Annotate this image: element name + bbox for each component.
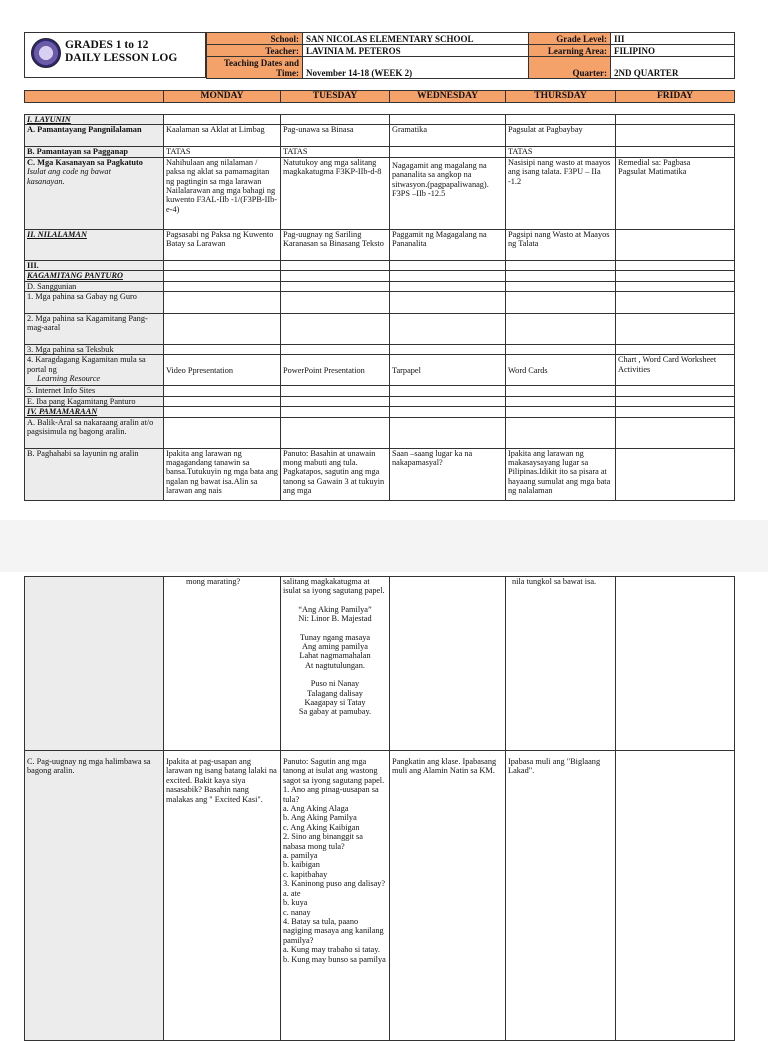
days-blank [25, 91, 164, 103]
poem-line: Sa gabay at pamubay. [298, 707, 372, 717]
day-monday: MONDAY [164, 91, 281, 103]
page-2 [0, 572, 768, 1024]
row-b-tuesday: TATAS [281, 147, 390, 157]
row-rb-monday: Ipakita ang larawan ng magagandang tanawin sa bansa.Tutukuyin ng mga bata ang ngalan ng bawat isa.Alin sa larawan ang nais [164, 448, 281, 500]
row-d1-label: 1. Mga pahina sa Gabay ng Guro [25, 292, 164, 314]
page-1 [0, 0, 768, 520]
dates-value: November 14-18 (WEEK 2) [303, 57, 529, 79]
row-pc-label: C. Pag-uugnay ng mga halimbawa sa bagong aralin. [25, 751, 164, 1041]
day-wednesday: WEDNESDAY [390, 91, 506, 103]
row-nilalaman-wednesday: Paggamit ng Magagalang na Pananalita [390, 229, 506, 260]
dates-label: Teaching Dates and Time: [207, 57, 303, 79]
row-a-monday: Kaalaman sa Aklat at Limbag [164, 125, 281, 147]
cont-tuesday: salitang magkakatugma at isulat sa iyong sagutang papel. [283, 577, 385, 596]
row-kagamitan-label: KAGAMITANG PANTURO [25, 271, 164, 281]
quarter-label: Quarter: [529, 57, 611, 79]
row-c-label-cell [25, 157, 164, 229]
row-d4-tuesday: PowerPoint Presentation [281, 355, 390, 386]
quiz-item: a. Ang Aking Alaga [283, 804, 349, 814]
row-a-label: A. Pamantayang Pangnilalaman [25, 125, 164, 147]
row-d4-friday: Chart , Word Card Worksheet Activities [616, 355, 735, 386]
row-rb-thursday: Ipakita ang larawan ng makasaysayang lugar sa Pilipinas.Idikit ito sa pisara at hayaang sumulat ang mga bata ng nalalaman [506, 448, 616, 500]
row-a-wednesday: Gramatika [390, 125, 506, 147]
row-d4-wednesday: Tarpapel [390, 355, 506, 386]
quiz-item: 4. Batay sa tula, paano nagiging masaya ang kanilang pamilya? [283, 916, 384, 945]
quiz-item: a. pamilya [283, 851, 318, 861]
row-d-label: D. Sanggunian [25, 281, 164, 291]
days-header [24, 90, 735, 103]
row-nilalaman-monday: Pagsasabi ng Paksa ng Kuwento Batay sa Larawan [164, 229, 281, 260]
row-pc-monday: Ipakita at pag-usapan ang larawan ng isang batang lalaki na excited. Bakit kaya siya nasasabik? Basahin nang malakas ang " Excited Kasi". [164, 751, 281, 1041]
quiz-item: b. kaibigan [283, 860, 320, 870]
row-d4-label: 4. Karagdagang Kagamitan mula sa portal ng [27, 355, 146, 374]
poem-line: Kaagapay si Tatay [304, 698, 366, 708]
row-b-label: B. Pamantayan sa Pagganap [25, 147, 164, 157]
row-d4-sub: Learning Resource [37, 374, 101, 384]
row-pc-tuesday-cell [281, 751, 390, 1041]
quiz-item: 2. Sino ang binanggit sa nabasa mong tula? [283, 832, 363, 851]
row-pc-tuesday-intro: Panuto: Sagutin ang mga tanong at isulat ang wastong sagot sa iyong sagutang papel. [283, 757, 385, 785]
title-line-2: DAILY LESSON LOG [65, 52, 178, 64]
quiz-item: c. Ang Aking Kaibigan [283, 822, 360, 832]
quiz-item: b. Kung may bunso sa pamilya [283, 954, 386, 964]
cont-label-cell [25, 577, 164, 751]
grade-value: III [611, 33, 735, 45]
page-gap [0, 520, 768, 572]
row-d3-label: 3. Mga pahina sa Teksbuk [25, 345, 164, 355]
row-d4-monday: Video Ppresentation [164, 355, 281, 386]
day-friday: FRIDAY [616, 91, 735, 103]
quiz-item: 1. Ano ang pinag-uusapan sa tula? [283, 785, 379, 804]
cont-thursday: nila tungkol sa bawat isa. [506, 577, 616, 751]
row-d5-label: 5. Internet Info Sites [25, 386, 164, 396]
school-value: SAN NICOLAS ELEMENTARY SCHOOL [303, 33, 529, 45]
row-layunin: I. LAYUNIN [25, 115, 164, 125]
cont-tuesday-cell [281, 577, 390, 751]
poem-title: “Ang Aking Pamilya” [298, 604, 372, 614]
poem-line: Ang aming pamilya [302, 642, 368, 652]
cont-friday [616, 577, 735, 751]
row-c-tuesday: Natutukoy ang mga salitang magkakatugma F3KP-IIb-d-8 [281, 157, 390, 229]
poem-author: Ni: Linor B. Majestad [298, 614, 372, 624]
row-e-label: E. Iba pang Kagamitang Panturo [25, 396, 164, 406]
area-value: FILIPINO [611, 45, 735, 57]
row-rb-wednesday: Saan –saang lugar ka na nakapamasyal? [390, 448, 506, 500]
deped-seal-icon [31, 38, 61, 68]
row-c-label: C. Mga Kasanayan sa Pagkatuto [27, 157, 143, 167]
header-logo-box [24, 32, 206, 78]
row-c-friday: Remedial sa: Pagbasa Pagsulat Matimatika [616, 157, 735, 229]
row-b-thursday: TATAS [506, 147, 616, 157]
teacher-value: LAVINIA M. PETEROS [303, 45, 529, 57]
row-pamamaraan-label: IV. PAMAMARAAN [25, 407, 164, 417]
poem-line: Tunay ngang masaya [299, 632, 371, 642]
header-title [65, 39, 177, 65]
row-a-thursday: Pagsulat at Pagbaybay [506, 125, 616, 147]
row-d2-label: 2. Mga pahina sa Kagamitang Pang-mag-aaral [25, 314, 164, 345]
quiz-item: b. Ang Aking Pamilya [283, 813, 357, 823]
quiz-item: b. kuya [283, 898, 308, 908]
quiz-item: c. nanay [283, 907, 311, 917]
row-c-thursday: Nasisipi nang wasto at maayos ang isang talata. F3PU – IIa -1.2 [506, 157, 616, 229]
day-tuesday: TUESDAY [281, 91, 390, 103]
lesson-table-page-2 [24, 576, 735, 1041]
row-rb-tuesday: Panuto: Basahin at unawain mong mabuti ang tula. Pagkatapos, sagutin ang mga tanong sa Gawain 3 at tukuyin ang mga [281, 448, 390, 500]
poem-line: Puso ni Nanay [310, 679, 360, 689]
row-pc-wednesday: Pangkatin ang klase. Ipabasang muli ang Alamin Natin sa KM. [390, 751, 506, 1041]
row-nilalaman-thursday: Pagsipi nang Wasto at Maayos ng Talata [506, 229, 616, 260]
quarter-value: 2ND QUARTER [611, 57, 735, 79]
row-pc-thursday: Ipabasa muli ang "Biglaang Lakad". [506, 751, 616, 1041]
cont-wednesday [390, 577, 506, 751]
poem-line: Lahat nagmamahalan [299, 651, 371, 661]
row-c-monday: Nahihulaan ang nilalaman / paksa ng aklat sa pamamagitan ng pagtingin sa mga larawan Nailalarawan ang mga bahagi ng kuwento F3AL-IIb -1/(F3PB-IIb-e-4) [164, 157, 281, 229]
row-rb-label: B. Paghahabi sa layunin ng aralin [25, 448, 164, 500]
area-label: Learning Area: [529, 45, 611, 57]
poem-line: At nagtutulungan. [305, 660, 365, 670]
row-pc-friday [616, 751, 735, 1041]
row-iii-label: III. [25, 260, 164, 270]
row-a-tuesday: Pag-unawa sa Binasa [281, 125, 390, 147]
row-c-wednesday: Nagagamit ang magalang na pananalita sa angkop na sitwasyon.(pagpapaliwanag). F3PS –IIb -12.5 [390, 157, 506, 229]
row-c-sub: Isulat ang code ng bawat kasanayan. [27, 167, 111, 186]
quiz-item: c. kapitbahay [283, 869, 328, 879]
cont-monday: mong marating? [164, 577, 281, 751]
quiz-item: a. ate [283, 888, 301, 898]
header-info-table [206, 32, 735, 79]
row-b-monday: TATAS [164, 147, 281, 157]
grade-label: Grade Level: [529, 33, 611, 45]
school-label: School: [207, 33, 303, 45]
row-nilalaman-tuesday: Pag-uugnay ng Sariling Karanasan sa Binasang Teksto [281, 229, 390, 260]
poem-line: Talagang dalisay [307, 688, 363, 698]
day-thursday: THURSDAY [506, 91, 616, 103]
lesson-table-page-1 [24, 114, 735, 501]
row-d4-label-cell [25, 355, 164, 386]
title-line-1: GRADES 1 to 12 [65, 39, 149, 51]
teacher-label: Teacher: [207, 45, 303, 57]
quiz-item: 3. Kaninong puso ang dalisay? [283, 879, 386, 889]
row-ra-label: A. Balik-Aral sa nakaraang aralin at/o pagsisimula ng bagong aralin. [25, 417, 164, 448]
row-nilalaman-label: II. NILALAMAN [25, 229, 164, 260]
row-d4-thursday: Word Cards [506, 355, 616, 386]
quiz-item: a. Kung may trabaho si tatay. [283, 945, 380, 955]
